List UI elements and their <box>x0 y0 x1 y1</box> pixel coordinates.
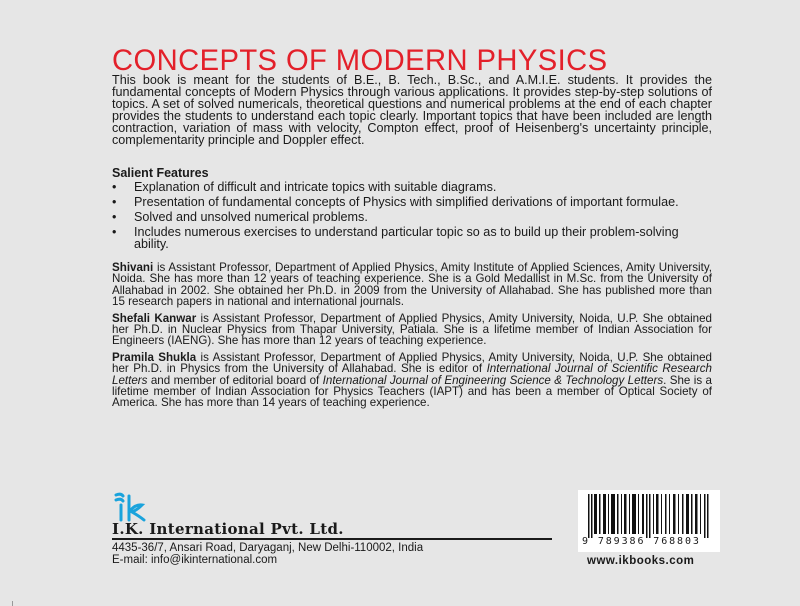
isbn-barcode <box>578 490 720 552</box>
ik-logo-icon <box>113 492 147 522</box>
author-bio-shefali <box>112 313 712 347</box>
author-bio-text: is Assistant Professor, Department of Applied Physics, Amity University, Noida, U.P. She obtained her Ph.D. in Nuclear Physics from Thapar University, Patiala. She is a lifetime member of Indian Association for Engineers (IAENG). She has more than 12 years of teaching experience. <box>112 311 712 348</box>
publisher-address: 4435-36/7, Ansari Road, Daryaganj, New Delhi-110002, India <box>112 542 424 554</box>
publisher-email: E-mail: info@ikinternational.com <box>112 554 278 566</box>
author-bio-text: and member of editorial board of <box>147 373 323 387</box>
feature-item: • Explanation of difficult and intricate topics with suitable diagrams. <box>112 181 712 193</box>
features-list <box>112 181 712 253</box>
feature-item: • Solved and unsolved numerical problems. <box>112 211 712 223</box>
author-bio-shivani <box>112 262 712 308</box>
journal-title: International Journal of Engineering Science & Technology Letters <box>322 373 664 387</box>
barcode-icon <box>586 494 712 538</box>
book-title: CONCEPTS OF MODERN PHYSICS <box>112 44 608 77</box>
publisher-website: www.ikbooks.com <box>587 555 695 567</box>
author-bio-text: . She is a lifetime member of Indian Association for Physics Teachers (IAPT) and has been a member of Optical Society of America. She has more than 14 years of teaching experience. <box>112 373 712 410</box>
journal-title: International Journal of Scientific Research Letters <box>112 362 712 387</box>
isbn-number: 9 789386 768803 <box>582 536 701 547</box>
author-bios <box>112 262 712 414</box>
author-bio-text: is Assistant Professor, Department of Applied Physics, Amity Institute of Applied Sciences, Amity University, Noida. She has more than 12 years of teaching experience. She is a Gold Medallist in M.Sc. from the University of Allahabad in 2002. She obtained her Ph.D. in 2009 from the University of Allahabad. She has published more than 15 research papers in national and international journals. <box>112 261 712 309</box>
author-bio-text: is Assistant Professor, Department of Applied Physics, Amity University, Noida, U.P. She obtained her Ph.D. in Physics from the University of Allahabad. She is editor of <box>112 350 712 376</box>
author-name: Pramila Shukla <box>112 350 197 364</box>
author-bio-pramila <box>112 352 712 409</box>
features-heading: Salient Features <box>112 166 209 180</box>
author-name: Shefali Kanwar <box>112 311 197 325</box>
crop-mark <box>12 601 13 606</box>
book-description: This book is meant for the students of B.E., B. Tech., B.Sc., and A.M.I.E. students. It provides the fundamental concepts of Modern Physics through various applications. It provides step-by-step solutions of topics. A set of solved numericals, theoretical questions and numerical problems at the end of each chapter provides the students to understand each topic clearly. Important topics that have been included are length contraction, variation of mass with velocity, Compton effect, proof of Heisenberg's uncertainty principle, complementarity principle and Doppler effect. <box>112 73 712 147</box>
feature-item: • Presentation of fundamental concepts of Physics with simplified derivations of important formulae. <box>112 196 712 208</box>
publisher-name: I.K. International Pvt. Ltd. <box>112 520 344 538</box>
author-name: Shivani <box>112 261 154 274</box>
publisher-divider <box>112 538 552 540</box>
feature-item: • Includes numerous exercises to understand particular topic so as to build up their problem-solving ability. <box>112 226 712 250</box>
